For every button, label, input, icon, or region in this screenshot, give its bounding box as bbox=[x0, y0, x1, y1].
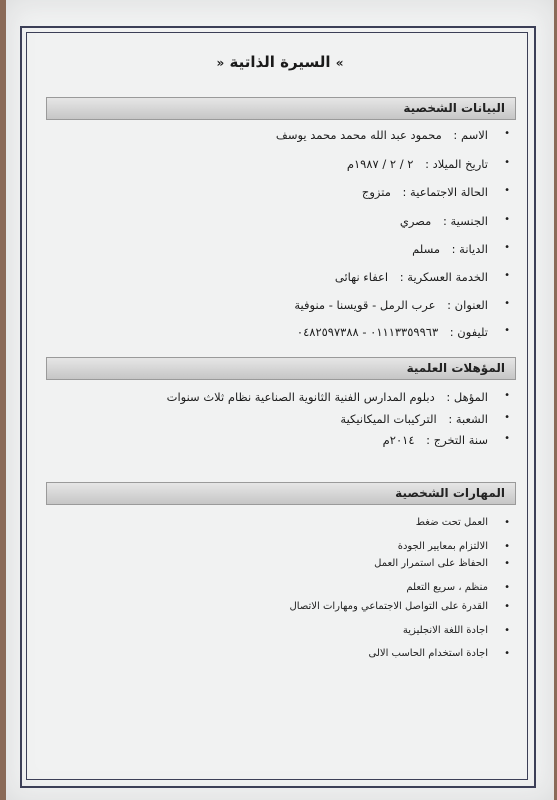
item-label: الديانة : bbox=[451, 242, 488, 256]
skill-text: اجادة استخدام الحاسب الالى bbox=[368, 648, 488, 659]
item-value: متزوج bbox=[361, 185, 391, 199]
item-value: التركيبات الميكانيكية bbox=[340, 412, 437, 426]
item-label: تليفون : bbox=[449, 325, 488, 339]
education-item bbox=[46, 433, 510, 447]
title-ornament-left: « bbox=[216, 56, 225, 70]
item-label: الخدمة العسكرية : bbox=[399, 270, 488, 284]
personal-item bbox=[46, 270, 510, 284]
education-item bbox=[46, 390, 510, 404]
document-page bbox=[6, 0, 554, 800]
item-value: اعفاء نهائى bbox=[334, 270, 389, 284]
skill-text: العمل تحت ضغط bbox=[415, 517, 488, 528]
bullet: • bbox=[504, 412, 510, 423]
skill-item bbox=[46, 625, 510, 636]
skill-item bbox=[46, 558, 510, 569]
personal-item bbox=[46, 214, 510, 228]
item-value: ٢ / ٢ / ١٩٨٧م bbox=[346, 157, 414, 171]
skill-item bbox=[46, 601, 510, 612]
skill-text: الالتزام بمعايير الجودة bbox=[397, 541, 488, 552]
skill-text: الحفاظ على استمرار العمل bbox=[374, 558, 488, 569]
bullet: • bbox=[504, 517, 510, 528]
item-value: محمود عبد الله محمد محمد يوسف bbox=[275, 128, 442, 142]
skill-text: منظم ، سريع التعلم bbox=[406, 582, 488, 593]
bullet: • bbox=[504, 185, 510, 196]
bullet: • bbox=[504, 541, 510, 552]
item-value: ٠١١١٣٣٥٩٩٦٣ - ٠٤٨٢٥٩٧٣٨٨ bbox=[296, 325, 439, 339]
bullet: • bbox=[504, 128, 510, 139]
item-value: دبلوم المدارس الفنية الثانوية الصناعية نظام ثلاث سنوات bbox=[166, 390, 435, 404]
item-label: تاريخ الميلاد : bbox=[425, 157, 488, 171]
item-label: الاسم : bbox=[453, 128, 488, 142]
personal-item bbox=[46, 242, 510, 256]
skill-item bbox=[46, 648, 510, 659]
page-title bbox=[6, 53, 554, 71]
item-label: الجنسية : bbox=[442, 214, 488, 228]
skill-item bbox=[46, 541, 510, 552]
skill-text: القدرة على التواصل الاجتماعي ومهارات الاتصال bbox=[289, 601, 488, 612]
bullet: • bbox=[504, 270, 510, 281]
education-item bbox=[46, 412, 510, 426]
item-label: سنة التخرج : bbox=[426, 433, 488, 447]
bullet: • bbox=[504, 325, 510, 336]
bullet: • bbox=[504, 582, 510, 593]
item-value: مصري bbox=[399, 214, 432, 228]
item-value: مسلم bbox=[412, 242, 440, 256]
bullet: • bbox=[504, 157, 510, 168]
bullet: • bbox=[504, 433, 510, 444]
personal-item bbox=[46, 298, 510, 312]
bullet: • bbox=[504, 601, 510, 612]
item-label: العنوان : bbox=[447, 298, 488, 312]
skill-text: اجادة اللغة الانجليزية bbox=[402, 625, 488, 636]
item-label: الشعبة : bbox=[448, 412, 488, 426]
section-heading-skills: المهارات الشخصية bbox=[46, 482, 516, 505]
bullet: • bbox=[504, 298, 510, 309]
bullet: • bbox=[504, 390, 510, 401]
personal-item bbox=[46, 325, 510, 339]
item-label: الحالة الاجتماعية : bbox=[402, 185, 488, 199]
skill-item bbox=[46, 517, 510, 528]
section-heading-education: المؤهلات العلمية bbox=[46, 357, 516, 380]
title-ornament-right: » bbox=[335, 56, 344, 70]
item-value: عرب الرمل - قويسنا - منوفية bbox=[294, 298, 436, 312]
bullet: • bbox=[504, 214, 510, 225]
skill-item bbox=[46, 582, 510, 593]
personal-item bbox=[46, 157, 510, 171]
page-border-inner bbox=[26, 32, 528, 780]
personal-item bbox=[46, 185, 510, 199]
bullet: • bbox=[504, 648, 510, 659]
item-label: المؤهل : bbox=[446, 390, 488, 404]
item-value: ٢٠١٤م bbox=[382, 433, 415, 447]
bullet: • bbox=[504, 625, 510, 636]
bullet: • bbox=[504, 558, 510, 569]
title-text: السيرة الذاتية bbox=[229, 53, 331, 71]
personal-item bbox=[46, 128, 510, 142]
bullet: • bbox=[504, 242, 510, 253]
section-heading-personal: البيانات الشخصية bbox=[46, 97, 516, 120]
